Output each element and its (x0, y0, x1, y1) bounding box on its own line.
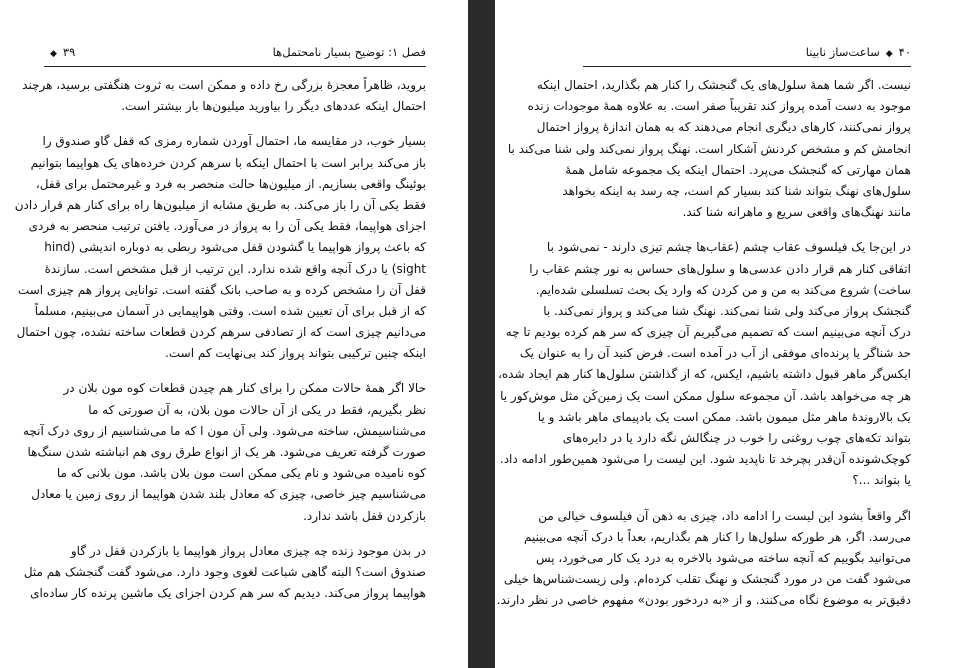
text-line: صورت گرفته تعریف می‌شود. هر یک از انواع طرق روی هم انباشته شدن سنگ‌ها (27, 445, 426, 459)
text-line: اینکه چنین ترکیبی بتواند پرواز کند بی‌نهایت کم است. (165, 346, 426, 361)
diamond-icon: ◆ (50, 49, 57, 59)
text-line: در این‌جا یک فیلسوف عقاب چشم (عقاب‌ها چشم تیزی دارند - نمی‌شود با (546, 240, 911, 255)
text-line: سلول‌های نهنگ بتواند شنا کند بسیار کم است، چه رسد به اینکه بخواهد (562, 183, 911, 198)
left-header-rule (44, 66, 426, 67)
text-line: sight) یا درک آنچه واقع شده ندارد. این ترتیب از قبل مشخص است. سازندهٔ (44, 261, 426, 276)
text-line: در بدن موجود زنده چه چیزی معادل پرواز هواپیما یا بازکردن قفل در گاو (70, 543, 426, 558)
text-line: یا بتواند ...؟ (852, 473, 911, 488)
text-line: حد شناگر یا پرنده‌ای موفقی از آب در آمده است. فرض کنید آن را به عنوان یک (519, 346, 911, 361)
right-header-title: ساعت‌ساز نابینا (805, 45, 880, 59)
text-line: ساخت) شروع می‌کند به من و من کردن که وارد یک بحث تسلسلی شده‌ایم. (535, 282, 911, 297)
text-line: بروید، ظاهراً معجزهٔ بزرگی رخ داده و ممکن است به ثروت هنگفتی برسید، هرچند (22, 78, 426, 92)
right-page (495, 0, 961, 668)
text-line: دقیق‌تر به موضوع نگاه می‌کنند. و از «به دردخور بودن» مفهوم خاصی در نظر دارند. (496, 593, 911, 608)
left-page-number-block (44, 45, 75, 59)
text-line: حالا اگر همهٔ حالات ممکن را برای کنار هم چیدن قطعات کوه مون بلان در (63, 381, 426, 396)
text-line: موجود به دست آمده پرواز کند تقریباً صفر است. به علاوه همهٔ موجودات زنده (527, 99, 911, 114)
text-line: یک بالاروندهٔ ماهر مثل میمون باشد. ممکن است یک بادپیمای ماهر باشد و یا (537, 409, 911, 424)
text-line: می‌دانیم چیزی است که از تصادفی سرهم کردن قطعات ساخته نشده، چون احتمال (16, 325, 426, 340)
right-page-number: ۴۰ (898, 45, 911, 59)
text-line: گنجشک پرواز می‌کند ولی شنا نمی‌کند. نهنگ شنا می‌کند و پرواز نمی‌کند. با (543, 303, 911, 318)
left-page-header (44, 45, 426, 61)
text-line: فقط یکی آن را باز می‌کند. به طریق مشابه از میلیون‌ها راه برای کنار هم قرار دادن (14, 197, 426, 212)
right-page-body (496, 75, 911, 626)
text-line: بوئینگ واقعی بسازیم. از میلیون‌ها حالت منحصر به فرد و غیرمحتمل برای قفل، (35, 176, 426, 191)
text-line: پرواز نمی‌کنند، کارهای دیگری انجام می‌دهند که به همان اندازهٔ پرواز احتمال (536, 120, 911, 135)
right-header-rule (583, 66, 911, 67)
right-page-header (583, 45, 911, 61)
text-line: که از قبل برای آن تعیین شده است. وقتی هواپیمایی در آسمان می‌بینیم، مسلماً (34, 303, 426, 318)
left-page-number: ۳۹ (62, 45, 76, 59)
paragraph (14, 131, 426, 364)
text-line: که باعث پرواز هواپیما یا گشودن قفل می‌شود ربطی به دوباره اندیشی (hind (44, 240, 426, 255)
text-line: انجامش کم و مشخص کردنش آشکار است. نهنگ پرواز نمی‌کند ولی شنا می‌کند با (507, 141, 911, 156)
text-line: احتمال اینکه عددهای دیگر را بیاورید میلیون‌ها بار بیشتر است. (121, 99, 426, 114)
text-line: نظر بگیریم، فقط در یکی از آن حالات مون بلان، به آن صورتی که ما (88, 402, 426, 417)
paragraph (22, 75, 426, 117)
text-line: هر چه می‌خواهد باشد. آن مجموعه سلول ممکن است یک زمین‌کَن مثل موش‌کور یا (500, 388, 911, 403)
text-line: می‌شود گفت من در مورد گنجشک و نهنگ تقلب کرده‌ام. ولی زیست‌شناس‌ها خیلی (503, 572, 911, 587)
text-line: کوچک‌شونده آن‌قدر بچرخد تا ناپدید شود. این لیست را می‌شود همین‌طور ادامه داد. (499, 452, 911, 467)
text-line: می‌رسد. اگر، هر طورکه سلول‌ها را کنار هم بگذاریم، بعداً با درک آنچه می‌بینیم (523, 529, 911, 544)
text-line: درک آنچه می‌بینیم است که تصمیم می‌گیریم آن چیزی که سر هم کرده بودیم تا چه (505, 325, 911, 340)
text-line: بتواند تکه‌های چوب روغنی را خوب در چنگالش نگه دارد یا در دایره‌های (562, 431, 911, 445)
text-line: می‌شناسیم چیز خاصی، چیزی که معادل بلند شدن هواپیما از روی زمین یا معادل (31, 487, 426, 502)
paragraph (23, 541, 426, 605)
text-line: نیست. اگر شما همهٔ سلول‌های یک گنجشک را کنار هم بگذارید، احتمال اینکه (536, 78, 911, 92)
text-line: ایکس‌گر ماهر قبول داشته باشیم، ایکس، که از گذاشتن سلول‌ها کنار هم ایجاد شده، (497, 367, 911, 382)
page-gutter (468, 0, 495, 668)
paragraph (507, 75, 911, 223)
diamond-icon: ◆ (885, 49, 893, 59)
text-line: قفل آن را مشخص کرده و به صاحب بانک گفته است. توانایی پرواز هم چیزی است (17, 282, 426, 297)
text-line: می‌توانید بگوییم که آنچه ساخته می‌شود بالاخره به درد یک کار می‌خورد، پس (535, 550, 911, 565)
paragraph (496, 506, 911, 612)
right-header-block (806, 45, 911, 59)
text-line: می‌شناسیمش، ساخته می‌شود. ولی آن مون ا که ما می‌شناسیم از روی درک آنچه (22, 423, 426, 438)
text-line: مانند نهنگ‌های واقعی سریع و ماهرانه شنا کند. (682, 205, 911, 220)
text-line: اتفاقی کنار هم قرار دادن عدسی‌ها و سلول‌های حساس به نور چشم عقاب را (529, 261, 911, 276)
text-line: باز می‌کند برابر است با احتمال اینکه با سرهم کردن خرده‌های یک هواپیما بتوانیم (30, 155, 426, 170)
text-line: هواپیما پرواز می‌کند. دیدیم که سر هم کردن اجزای یک ماشین پرنده کار ساده‌ای (30, 586, 426, 601)
left-page-body (14, 75, 426, 618)
text-line: اجزای هواپیما، فقط یکی آن را به پرواز در می‌آورد. یافتن ترتیب منحصر به فردی (28, 219, 426, 234)
left-page (0, 0, 468, 668)
paragraph (497, 237, 911, 491)
text-line: همان مهارتی که گنجشک می‌پرد. احتمال اینکه یک مجموعه شامل همهٔ (565, 162, 911, 177)
text-line: کوه نامیده می‌شود و نام یکی ممکن است مون بلان باشد. مون بلانی که ما (56, 466, 426, 481)
text-line: بازکردن قفل باشد ندارد. (303, 508, 426, 523)
left-header-title: فصل ۱: توضیح بسیار نامحتمل‌ها (272, 45, 426, 59)
text-line: صندوق است؟ البته گاهی شباعت لغوی وجود دارد. می‌شود گفت گنجشک هم مثل (23, 564, 426, 579)
text-line: اگر واقعاً بشود این لیست را ادامه داد، چیزی به ذهن آن فیلسوف خیالی من (538, 508, 911, 523)
text-line: بسیار خوب، در مقایسه ما، احتمال آوردن شماره رمزی که قفل گاو صندوق را (42, 134, 426, 149)
paragraph (22, 378, 426, 526)
